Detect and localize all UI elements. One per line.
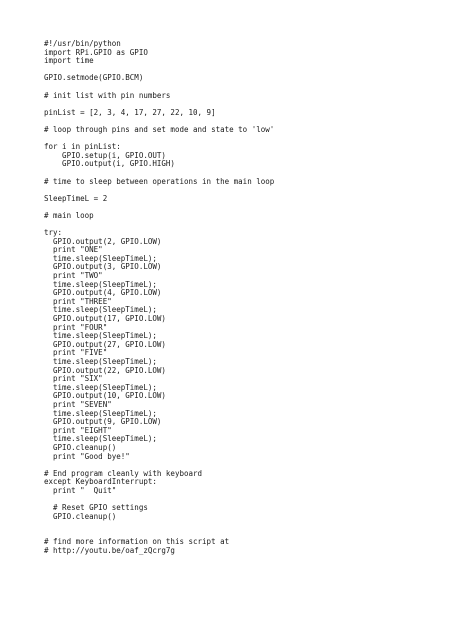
code-line: GPIO.output(9, GPIO.LOW) [44, 417, 162, 427]
code-line: GPIO.cleanup() [44, 511, 117, 521]
code-line: print "TWO" [44, 271, 103, 281]
code-line: print " Quit" [44, 485, 117, 495]
code-line [44, 220, 274, 229]
code-line: GPIO.output(4, GPIO.LOW) [44, 288, 162, 298]
code-line: try: [44, 228, 63, 238]
code-line: print "THREE" [44, 296, 112, 306]
code-line: GPIO.setmode(GPIO.BCM) [44, 73, 144, 83]
code-line: GPIO.output(27, GPIO.LOW) [44, 339, 166, 349]
code-line: print "SEVEN" [44, 399, 112, 409]
code-line: GPIO.output(i, GPIO.HIGH) [44, 159, 175, 169]
code-line: time.sleep(SleepTimeL); [44, 434, 157, 444]
code-line: time.sleep(SleepTimeL); [44, 331, 157, 341]
code-line: except KeyboardInterrupt: [44, 477, 157, 487]
code-line: GPIO.output(17, GPIO.LOW) [44, 314, 166, 323]
code-line: # Reset GPIO settings [44, 503, 148, 513]
code-line: for i in pinList: [44, 142, 121, 152]
code-line: time.sleep(SleepTimeL); [44, 305, 157, 315]
code-line: print "FOUR" [44, 322, 108, 332]
code-line: time.sleep(SleepTimeL); [44, 253, 157, 263]
code-line: time.sleep(SleepTimeL); [44, 382, 157, 392]
code-line: # End program cleanly with keyboard [44, 468, 203, 478]
code-line: GPIO.output(22, GPIO.LOW) [44, 365, 166, 375]
code-line: print "Good bye!" [44, 451, 130, 461]
code-line: print "FIVE" [44, 348, 108, 358]
code-line: GPIO.output(3, GPIO.LOW) [44, 262, 162, 272]
code-line: import RPi.GPIO as GPIO [44, 47, 148, 57]
code-line: GPIO.output(10, GPIO.LOW) [44, 391, 166, 401]
code-line: # http://youtu.be/oaf_zQcrg7g [44, 546, 175, 556]
code-line: #!/usr/bin/python [44, 39, 121, 48]
code-line: # loop through pins and set mode and state to 'low' [44, 124, 275, 134]
python-code-listing [44, 40, 274, 556]
code-line: # time to sleep between operations in the main loop [44, 176, 275, 186]
code-line: time.sleep(SleepTimeL); [44, 279, 157, 289]
code-line: GPIO.setup(i, GPIO.OUT) [44, 150, 166, 160]
code-line: GPIO.output(2, GPIO.LOW) [44, 236, 162, 246]
code-line: print "SIX" [44, 374, 103, 384]
code-line: # find more information on this script at [44, 537, 230, 547]
code-line: pinList = [2, 3, 4, 17, 27, 22, 10, 9] [44, 107, 216, 117]
code-line: print "EIGHT" [44, 425, 112, 435]
code-line: # main loop [44, 210, 94, 220]
code-line: time.sleep(SleepTimeL); [44, 408, 157, 418]
code-line [44, 521, 274, 530]
code-line: SleepTimeL = 2 [44, 193, 108, 203]
code-line: time.sleep(SleepTimeL); [44, 356, 157, 366]
code-line: GPIO.cleanup() [44, 442, 117, 452]
code-line: # init list with pin numbers [44, 90, 171, 100]
code-line: import time [44, 56, 94, 66]
code-line: print "ONE" [44, 245, 103, 255]
